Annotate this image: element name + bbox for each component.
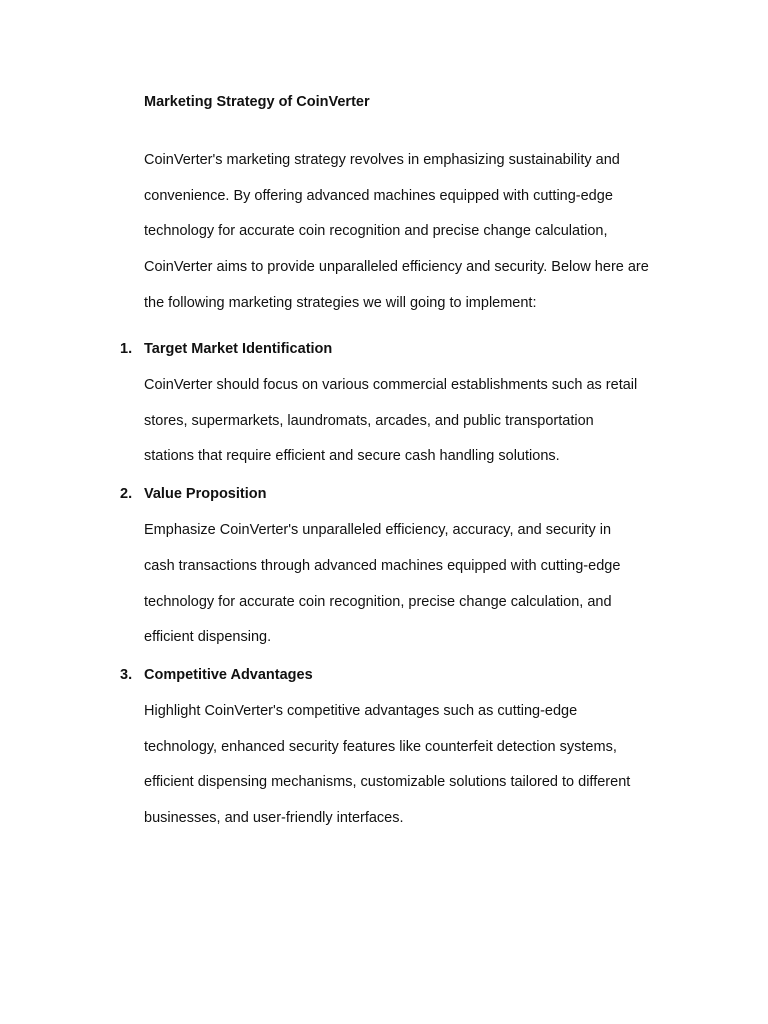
strategy-list [0,330,768,837]
list-item-heading: Competitive Advantages [144,666,313,683]
list-item-number: 2. [120,486,133,503]
list-item-heading: Value Proposition [144,486,267,503]
list-item [0,656,768,837]
intro-paragraph: CoinVerter's marketing strategy revolves in emphasizing sustainability and convenience. By offering advanced machines equipped with cutting-edge technology for accurate coin recognition and precise change calculation, CoinVerter aims to provide unparalleled efficiency and security. Below here are the following marketing strategies we will going to implement: [144,152,649,311]
list-item-body: Highlight CoinVerter's competitive advantages such as cutting-edge technology, enhanced security features like counterfeit detection systems, efficient dispensing mechanisms, customizable solutions tailored to different businesses, and user-friendly interfaces. [144,702,631,827]
list-item-number: 3. [120,666,133,683]
list-item [0,475,768,656]
list-item-heading: Target Market Identification [144,341,333,357]
list-item-number: 1. [120,341,133,357]
list-item-body: CoinVerter should focus on various commercial establishments such as retail stores, supermarkets, laundromats, arcades, and public transportation stations that require efficient and secure cash handling solutions. [144,377,638,465]
list-item [0,330,768,475]
document-title: Marketing Strategy of CoinVerter [144,94,370,110]
list-item-body: Emphasize CoinVerter's unparalleled efficiency, accuracy, and security in cash transactions through advanced machines equipped with cutting-edge technology for accurate coin recognition, precise change calculation, and efficient dispensing. [144,522,621,646]
